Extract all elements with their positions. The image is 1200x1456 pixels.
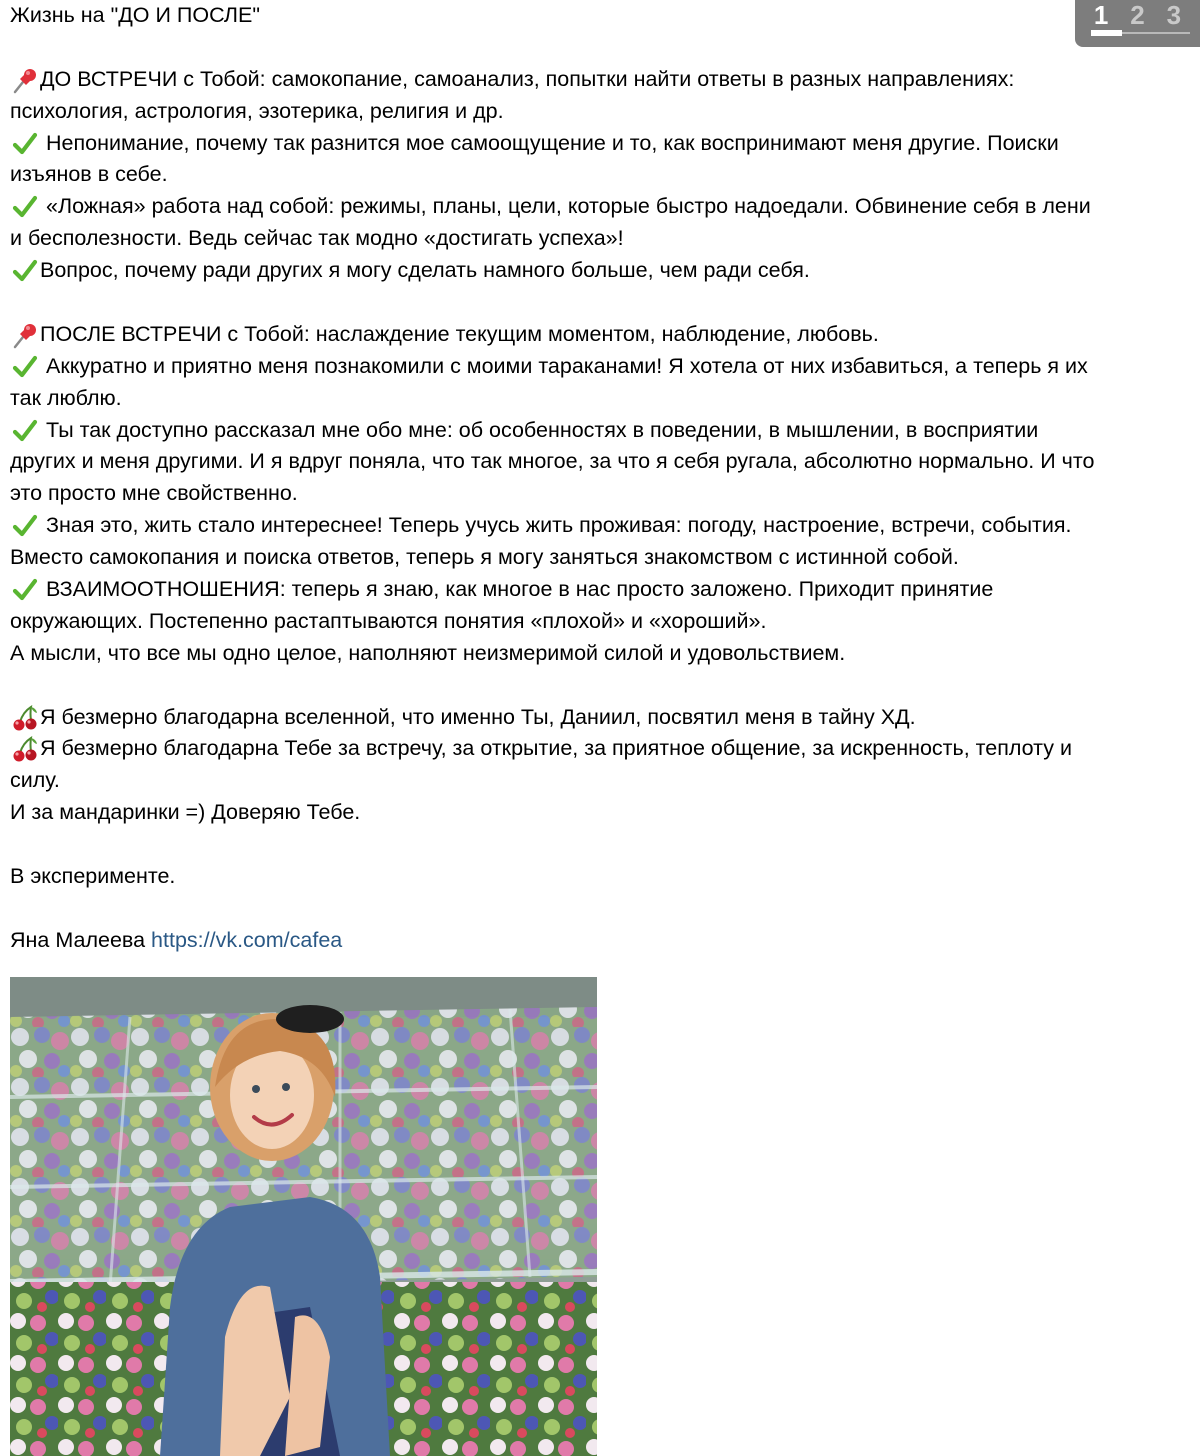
- check-mark-icon: [10, 352, 40, 382]
- check-mark-icon: [10, 416, 40, 446]
- after-item-4-text: ВЗАИМООТНОШЕНИЯ: теперь я знаю, как многое в нас просто заложено. Приходит принятие: [46, 577, 994, 602]
- after-item-2: [10, 415, 1190, 447]
- after-item-2-text: Ты так доступно рассказал мне обо мне: об особенностях в поведении, в мышлении, в восприятии: [46, 417, 1039, 442]
- after-item-1-text: Аккуратно и приятно меня познакомили с моими тараканами! Я хотела от них избавиться, а теперь я их: [46, 353, 1088, 378]
- thanks-line-2-text: Я безмерно благодарна Тебе за встречу, за открытие, за приятное общение, за искренность, теплоту и: [40, 736, 1072, 761]
- check-mark-icon: [10, 192, 40, 222]
- experiment-note: В эксперименте.: [10, 864, 176, 889]
- pager-page-3[interactable]: 3: [1166, 0, 1182, 30]
- author-line: [10, 925, 1190, 957]
- before-item-1-text: Непонимание, почему так разнится мое самоощущение и то, как воспринимают меня другие. Поиски: [46, 130, 1059, 155]
- after-heading: ПОСЛЕ ВСТРЕЧИ с Тобой: наслаждение текущим моментом, наблюдение, любовь.: [40, 321, 879, 346]
- before-item-2-text: «Ложная» работа над собой: режимы, планы, цели, которые быстро надоедали. Обвинение себя в лени: [46, 194, 1091, 219]
- blank-line: [10, 829, 1190, 861]
- author-name: Яна Малеева: [10, 927, 146, 952]
- thanks-line-1-text: Я безмерно благодарна вселенной, что именно Ты, Даниил, посвятил меня в тайну ХД.: [40, 704, 916, 729]
- blank-line: [10, 893, 1190, 925]
- after-item-3-text: Зная это, жить стало интереснее! Теперь учусь жить проживая: погоду, настроение, встречи, события.: [46, 513, 1072, 538]
- cherries-icon: [10, 734, 40, 764]
- check-mark-icon: [10, 511, 40, 541]
- check-mark-icon: [10, 575, 40, 605]
- before-heading-line: [10, 64, 1190, 96]
- before-item-3: [10, 255, 1190, 287]
- before-item-2: [10, 191, 1190, 223]
- thanks-line-2: [10, 733, 1190, 765]
- before-item-3-text: Вопрос, почему ради других я могу сделать намного больше, чем ради себя.: [40, 258, 810, 283]
- before-item-1: [10, 128, 1190, 160]
- pushpin-icon: [10, 65, 40, 95]
- thanks-line-1: [10, 702, 1190, 734]
- post-title: Жизнь на "ДО И ПОСЛЕ": [10, 3, 260, 27]
- after-heading-line: [10, 319, 1190, 351]
- after-item-1-cont: так люблю.: [10, 385, 122, 410]
- post-photo[interactable]: [10, 977, 597, 1456]
- thanks-line-2-cont: силу.: [10, 768, 60, 793]
- after-item-4: [10, 574, 1190, 606]
- pager-page-2[interactable]: 2: [1130, 0, 1145, 30]
- after-item-2-cont-2: это просто мне свойственно.: [10, 481, 298, 506]
- check-mark-icon: [10, 256, 40, 286]
- before-item-2-cont: и бесполезности. Ведь сейчас так модно «достигать успеха»!: [10, 226, 624, 251]
- before-heading: ДО ВСТРЕЧИ с Тобой: самокопание, самоанализ, попытки найти ответы в разных направлениях:: [40, 66, 1015, 91]
- post-body: [10, 0, 1190, 957]
- after-item-2-cont: других и меня другими. И я вдруг поняла, что так многое, за что я себя ругала, абсолютно нормально. И что: [10, 449, 1095, 474]
- author-link[interactable]: https://vk.com/cafea: [151, 927, 343, 952]
- blank-line: [10, 287, 1190, 319]
- pushpin-icon: [10, 320, 40, 350]
- after-item-1: [10, 351, 1190, 383]
- after-item-3-cont: Вместо самокопания и поиска ответов, теперь я могу заняться знакомством с истинной собой.: [10, 545, 959, 570]
- check-mark-icon: [10, 129, 40, 159]
- before-item-1-cont: изъянов в себе.: [10, 162, 168, 187]
- before-heading-cont: психология, астрология, эзотерика, религия и др.: [10, 98, 504, 123]
- cherries-icon: [10, 703, 40, 733]
- pager-page-1[interactable]: 1: [1093, 0, 1109, 30]
- after-closing: А мысли, что все мы одно целое, наполняют неизмеримой силой и удовольствием.: [10, 640, 846, 665]
- blank-line: [10, 32, 1190, 64]
- thanks-line-3: И за мандаринки =) Доверяю Тебе.: [10, 800, 361, 825]
- after-item-3: [10, 510, 1190, 542]
- blank-line: [10, 670, 1190, 702]
- after-item-4-cont: окружающих. Постепенно растаптываются понятия «плохой» и «хороший».: [10, 608, 767, 633]
